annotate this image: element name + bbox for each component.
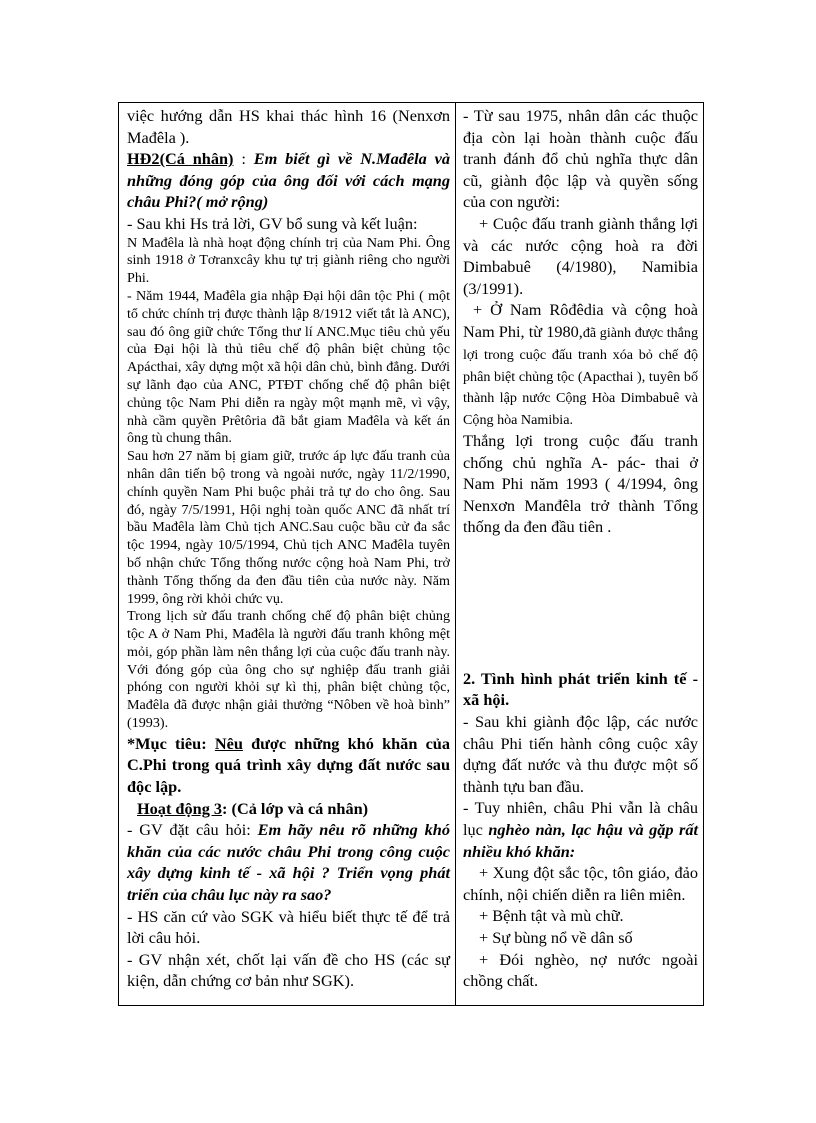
goal-prefix: *Mục tiêu: bbox=[127, 733, 215, 753]
madela-release: Sau hơn 27 năm bị giam giữ, trước áp lực đấu tranh của nhân dân tiến bộ trong và ngoài nước, ngày 11/2/1990, chính quyền Nam Phi buộc phải trả tự do cho ông. Sau đó, ngày 7/5/1991, Hội nghị toàn quốc ANC đã nhất trí bầu Mađêla làm Chủ tịch ANC.Sau cuộc bầu cử đa sắc tộc 1994, ngày 10/5/1994, Chủ tịch ANC Mađêla tuyên bố nhận chức Tổng thống nước cộng hoà Nam Phi, trở thành Tổng thống da đen đầu tiên của nước này. Năm 1999, ông rời khỏi chức vụ. bbox=[127, 448, 450, 607]
hd3-rest: : (Cả lớp và cá nhân) bbox=[222, 798, 369, 818]
lesson-table bbox=[118, 102, 704, 1006]
question-paragraph bbox=[127, 819, 450, 905]
zimbabwe-namibia: + Cuộc đấu tranh giành thắng lợi và các nước cộng hoà ra đời Dimbabuê (4/1980), Namibia (3/1991). bbox=[463, 213, 698, 298]
question-prefix: - GV đặt câu hỏi: bbox=[127, 820, 258, 840]
hd2-label: HĐ2(Cá nhân) bbox=[127, 149, 234, 169]
difficulties-emphasis: nghèo nàn, lạc hậu và gặp rất nhiều khó khăn: bbox=[463, 820, 698, 861]
teacher-activity-column bbox=[119, 103, 456, 1005]
hd3-heading bbox=[127, 798, 450, 820]
hd2-question: Em biết gì về N.Mađêla và những đóng góp của ông đối với cách mạng châu Phi?( mở rộng) bbox=[127, 149, 450, 212]
poverty-item: + Đói nghèo, nợ nước ngoài chồng chất. bbox=[463, 949, 698, 991]
conflict-item: + Xung đột sắc tộc, tôn giáo, đảo chính, nội chiến diễn ra liên miên. bbox=[463, 863, 698, 904]
rhodesia-south-africa bbox=[463, 299, 698, 430]
content-column bbox=[456, 103, 703, 1005]
teacher-conclusion-intro: - Sau khi Hs trả lời, GV bổ sung và kết luận: bbox=[127, 213, 418, 233]
madela-legacy: Trong lịch sử đấu tranh chống chế độ phân biệt chủng tộc A ở Nam Phi, Mađêla là người đấu tranh không mệt mỏi, góp phần làm nên thắng lợi của cuộc đấu tranh này. Với đóng góp của ông cho sự nghiệp đấu tranh giải phóng con người khỏi sự kì thị, phân biệt chủng tộc, Mađêla đã được nhận giải thưởng “Nôben về hoà bình” (1993). bbox=[127, 608, 450, 732]
apartheid-victory: Thắng lợi trong cuộc đấu tranh chống chủ nghĩa A- pác- thai ở Nam Phi năm 1993 ( 4/1994, ông Nenxơn Manđêla trở thành Tổng thống da đen đầu tiên . bbox=[463, 430, 698, 537]
post-1975-struggle: - Từ sau 1975, nhân dân các thuộc địa còn lại hoàn thành cuộc đấu tranh đánh đổ chủ nghĩa thực dân cũ, giành độc lập và quyền sống của con người: bbox=[463, 106, 698, 212]
madela-anc: - Năm 1944, Mađêla gia nhập Đại hội dân tộc Phi ( một tổ chức chính trị được thành lập 8/1912 viết tắt là ANC), sau đó ông giữ chức Tổng thư lí ANC.Mục tiêu chủ yếu của Đại hội là thủ tiêu chế độ phân biệt chủng tộc Apácthai, xây dựng một xã hội dân chủ, bình đẳng. Dưới sự lãnh đạo của ANC, PTĐT chống chế độ phân biệt chủng tộc Nam Phi diễn ra ngày một mạnh mẽ, vì vậy, nhà cầm quyền Prêtôria đã bắt giam Mađêla và kết án ông tù chung thân. bbox=[127, 287, 450, 447]
rhodesia-a: + Ở Nam Rôđêdia và cộng hoà Nam Phi, từ 1980, bbox=[463, 300, 698, 341]
disease-item: + Bệnh tật và mù chữ. bbox=[479, 906, 624, 926]
hs-answer-instruction: - HS căn cứ vào SGK và hiểu biết thực tế để trả lời câu hỏi. bbox=[127, 906, 450, 948]
difficulties-intro bbox=[463, 797, 698, 862]
goal-rest: được những khó khăn của C.Phi trong quá trình xây dựng đất nước sau độc lập. bbox=[127, 733, 450, 797]
column-spacer bbox=[463, 538, 698, 668]
madela-bio: N Mađêla là nhà hoạt động chính trị của Nam Phi. Ông sinh 1918 ở Tơranxcây khu tự trị giành riêng cho người Phi. bbox=[127, 234, 450, 287]
difficulties-prefix: - Tuy nhiên, châu Phi vẫn là châu lục bbox=[463, 798, 698, 840]
goal-paragraph bbox=[127, 733, 450, 798]
early-achievements: - Sau khi giành độc lập, các nước châu Phi tiến hành công cuộc xây dựng đất nước và thu được một số thành tựu ban đầu. bbox=[463, 712, 698, 796]
question-text: Em hãy nêu rõ những khó khăn của các nước châu Phi trong công cuộc xây dựng kinh tế - xã hội ? Triển vọng phát triển của châu lục này ra sao? bbox=[127, 820, 450, 905]
hinh16-guidance: việc hướng dẫn HS khai thác hình 16 (Nenxơn Mađêla ). bbox=[127, 106, 450, 147]
hd2-separator: : bbox=[233, 149, 254, 169]
population-item: + Sự bùng nổ về dân số bbox=[479, 928, 633, 948]
section-2-heading: 2. Tình hình phát triển kinh tế - xã hội. bbox=[463, 668, 698, 710]
rhodesia-b: đã giành được thắng lợi trong cuộc đấu tranh xóa bỏ chế độ phân biệt chủng tộc (Apacthai ), tuyên bố thành lập nước Cộng Hòa Dimbabuê và Cộng hòa Namibia. bbox=[463, 324, 698, 429]
gv-summary: - GV nhận xét, chốt lại vấn đề cho HS (các sự kiện, dẫn chứng cơ bản như SGK). bbox=[127, 949, 450, 991]
hd3-label: Hoạt động 3 bbox=[137, 798, 223, 818]
hd2-paragraph bbox=[127, 148, 450, 213]
goal-verb: Nêu bbox=[214, 733, 243, 753]
